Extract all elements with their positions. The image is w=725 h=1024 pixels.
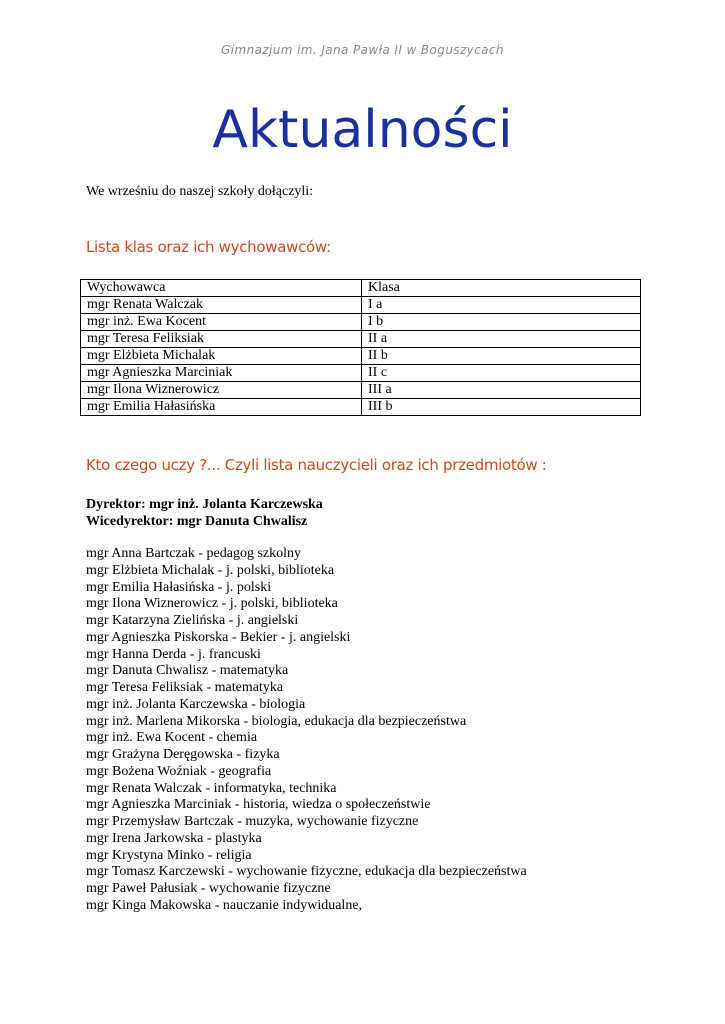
list-item: mgr Paweł Pałusiak - wychowanie fizyczne <box>86 881 331 896</box>
class-cell: II b <box>362 348 641 365</box>
teacher-cell: mgr Emilia Hałasińska <box>81 399 362 416</box>
list-item: mgr Danuta Chwalisz - matematyka <box>86 663 289 679</box>
leadership-block <box>86 497 323 530</box>
list-item: mgr Grażyna Deręgowska - fizyka <box>86 747 280 762</box>
classes-table <box>80 279 641 416</box>
intro-text: We wrześniu do naszej szkoły dołączyli: <box>86 184 314 199</box>
list-item: mgr Agnieszka Marciniak - historia, wiedza o społeczeństwie <box>86 797 431 813</box>
class-cell: II a <box>362 331 641 348</box>
table-row <box>81 365 641 382</box>
list-item: mgr Ilona Wiznerowicz - j. polski, biblioteka <box>86 596 338 612</box>
list-item: mgr inż. Jolanta Karczewska - biologia <box>86 696 306 712</box>
list-item: mgr Renata Walczak - informatyka, technika <box>86 780 337 796</box>
class-cell: I a <box>362 297 641 314</box>
list-item: mgr Teresa Feliksiak - matematyka <box>86 680 284 695</box>
list-item: mgr Agnieszka Piskorska - Bekier - j. angielski <box>86 629 351 645</box>
teacher-cell: mgr Teresa Feliksiak <box>81 331 362 348</box>
teacher-cell: mgr Ilona Wiznerowicz <box>81 382 362 399</box>
table-row <box>81 297 641 314</box>
list-item: mgr Emilia Hałasińska - j. polski <box>86 579 272 595</box>
teacher-list <box>86 546 527 915</box>
table-row <box>81 348 641 365</box>
list-item: mgr Elżbieta Michalak - j. polski, biblioteka <box>86 562 335 578</box>
class-cell: I b <box>362 314 641 331</box>
list-item: mgr inż. Ewa Kocent - chemia <box>86 730 258 746</box>
director-line: Dyrektor: mgr inż. Jolanta Karczewska <box>86 497 323 512</box>
table-row <box>81 331 641 348</box>
table-row <box>81 399 641 416</box>
teacher-cell: mgr Agnieszka Marciniak <box>81 365 362 382</box>
list-item: mgr inż. Marlena Mikorska - biologia, edukacja dla bezpieczeństwa <box>86 713 467 729</box>
teacher-cell: mgr inż. Ewa Kocent <box>81 314 362 331</box>
column-header-teacher: Wychowawca <box>81 280 362 297</box>
list-item: mgr Kinga Makowska - nauczanie indywidualne, <box>86 897 363 913</box>
table-header-row <box>81 280 641 297</box>
teacher-cell: mgr Elżbieta Michalak <box>81 348 362 365</box>
list-item: mgr Irena Jarkowska - plastyka <box>86 830 262 846</box>
list-item: mgr Hanna Derda - j. francuski <box>86 646 261 662</box>
class-cell: III b <box>362 399 641 416</box>
vice-director-line: Wicedyrektor: mgr Danuta Chwalisz <box>86 513 308 529</box>
class-cell: III a <box>362 382 641 399</box>
table-row <box>81 314 641 331</box>
list-item: mgr Katarzyna Zielińska - j. angielski <box>86 613 299 628</box>
list-item: mgr Krystyna Minko - religia <box>86 847 252 863</box>
teachers-section-heading: Kto czego uczy ?... Czyli lista nauczycieli oraz ich przedmiotów : <box>86 456 547 474</box>
column-header-class: Klasa <box>362 280 641 297</box>
list-item: mgr Przemysław Bartczak - muzyka, wychowanie fizyczne <box>86 814 419 829</box>
list-item: mgr Anna Bartczak - pedagog szkolny <box>86 546 301 561</box>
list-item: mgr Tomasz Karczewski - wychowanie fizyczne, edukacja dla bezpieczeństwa <box>86 864 527 880</box>
teacher-cell: mgr Renata Walczak <box>81 297 362 314</box>
classes-section-heading: Lista klas oraz ich wychowawców: <box>86 238 331 256</box>
page-title: Aktualności <box>212 100 513 160</box>
page-header-school-name: Gimnazjum im. Jana Pawła II w Boguszycach <box>221 43 504 57</box>
list-item: mgr Bożena Woźniak - geografia <box>86 763 272 779</box>
table-row <box>81 382 641 399</box>
class-cell: II c <box>362 365 641 382</box>
